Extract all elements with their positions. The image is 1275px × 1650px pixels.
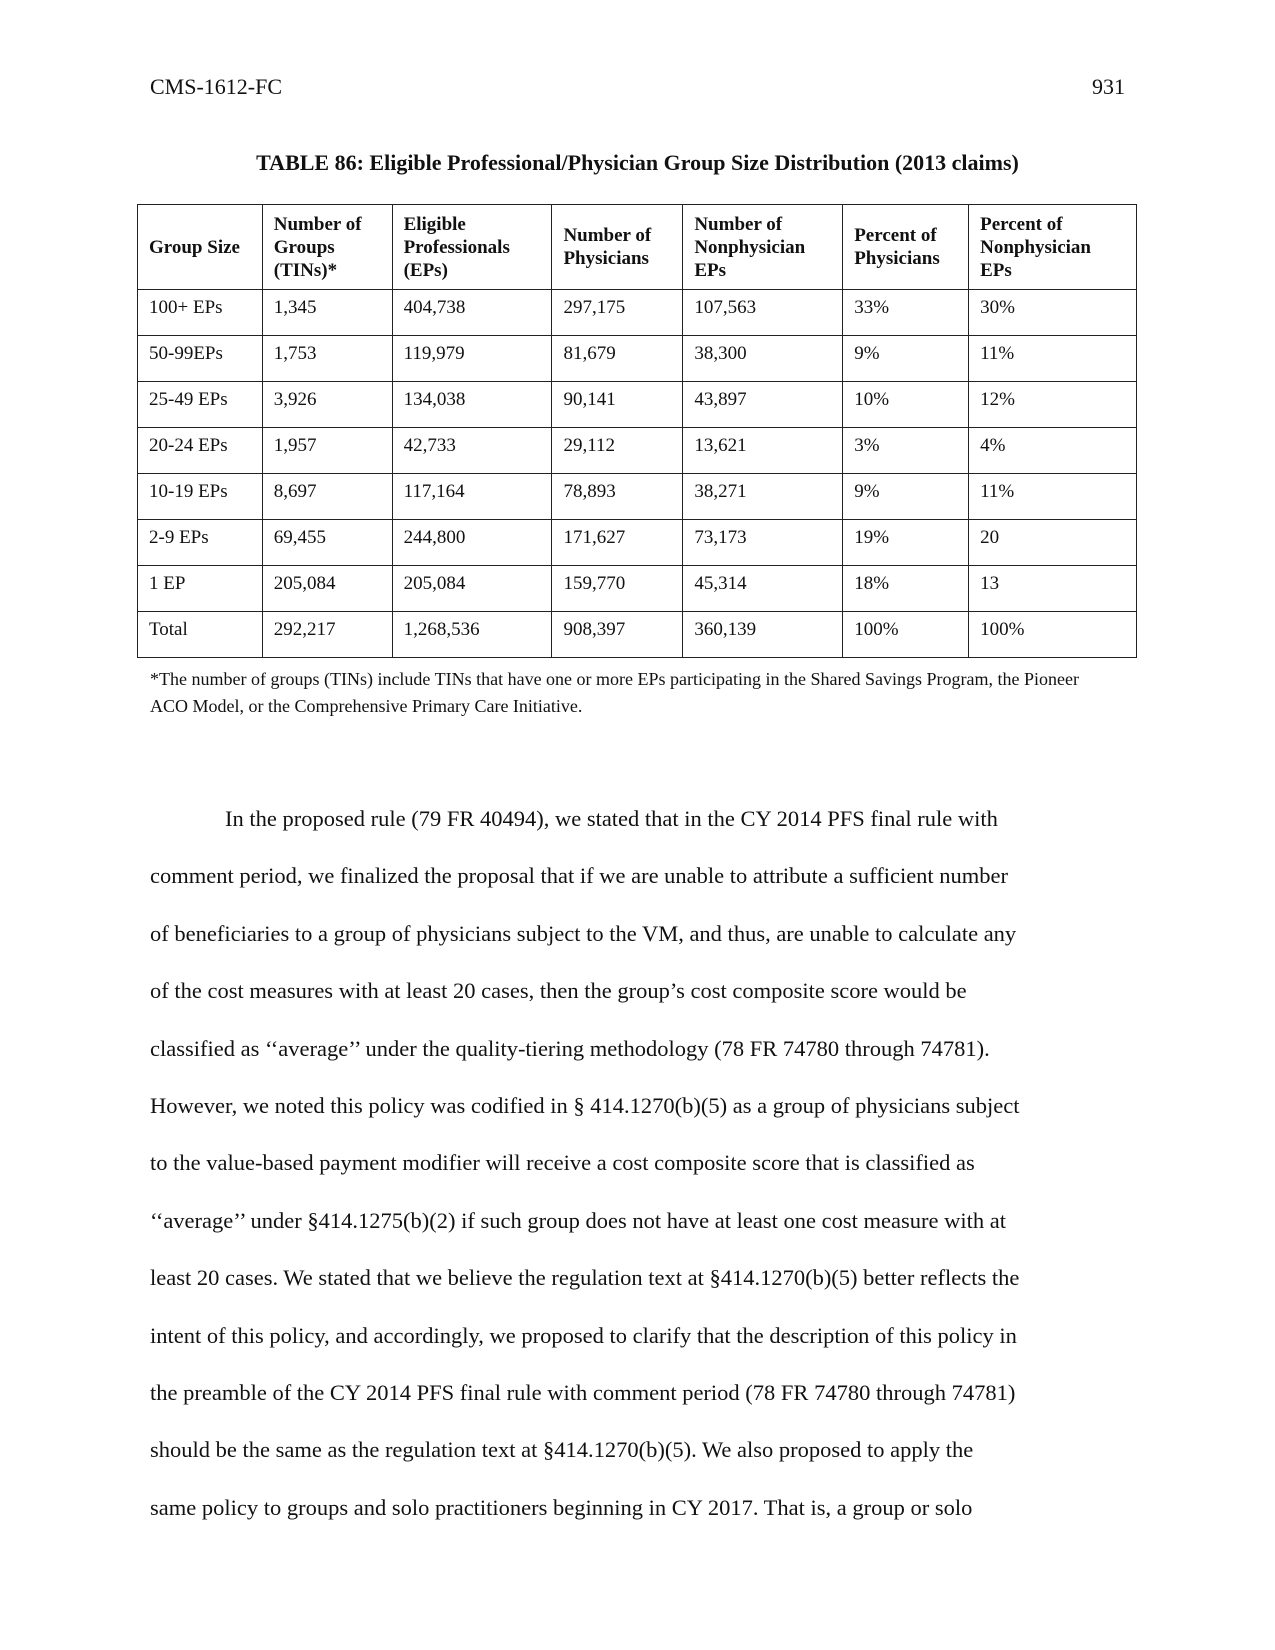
column-header: Eligible Professionals (EPs) [392, 205, 552, 290]
body-line: of beneficiaries to a group of physicians subject to the VM, and thus, are unable to calculate any [150, 920, 1017, 946]
table-cell: 1 EP [138, 566, 263, 612]
table-cell: 38,271 [683, 474, 843, 520]
table-cell: 205,084 [392, 566, 552, 612]
table-cell: 1,957 [262, 428, 392, 474]
table-cell: 2-9 EPs [138, 520, 263, 566]
table-row [138, 520, 1137, 566]
table-cell: 33% [843, 290, 969, 336]
table-cell: 159,770 [552, 566, 683, 612]
body-line: classified as ‘‘average’’ under the quality-tiering methodology (78 FR 74780 through 74781). [150, 1035, 990, 1061]
table-title: TABLE 86: Eligible Professional/Physician Group Size Distribution (2013 claims) [256, 150, 1019, 175]
body-line: the preamble of the CY 2014 PFS final rule with comment period (78 FR 74780 through 74781) [150, 1380, 1016, 1406]
column-header: Percent of Physicians [843, 205, 969, 290]
table-cell: 38,300 [683, 336, 843, 382]
table-cell: 205,084 [262, 566, 392, 612]
body-line: of the cost measures with at least 20 cases, then the group’s cost composite score would be [150, 978, 967, 1004]
table-row [138, 290, 1137, 336]
table-cell: 1,268,536 [392, 612, 552, 658]
table-cell: 908,397 [552, 612, 683, 658]
table-footnote: *The number of groups (TINs) include TINs that have one or more EPs participating in the Shared Savings Program, the Pioneer ACO Model, or the Comprehensive Primary Care Initiative. [150, 669, 1079, 716]
table-cell: 29,112 [552, 428, 683, 474]
table-row [138, 382, 1137, 428]
table-cell: 50-99EPs [138, 336, 263, 382]
body-line: In the proposed rule (79 FR 40494), we stated that in the CY 2014 PFS final rule with [225, 806, 998, 831]
table-cell: 171,627 [552, 520, 683, 566]
table-cell: 360,139 [683, 612, 843, 658]
table-cell: 292,217 [262, 612, 392, 658]
table-cell: 10-19 EPs [138, 474, 263, 520]
table-cell: 4% [969, 428, 1137, 474]
table-cell: 78,893 [552, 474, 683, 520]
table-cell: 134,038 [392, 382, 552, 428]
table-cell: 100% [843, 612, 969, 658]
table-cell: 9% [843, 336, 969, 382]
table-cell: 20 [969, 520, 1137, 566]
table-cell: 20-24 EPs [138, 428, 263, 474]
table-row [138, 474, 1137, 520]
table-cell: 90,141 [552, 382, 683, 428]
table-cell: 19% [843, 520, 969, 566]
table-cell: 244,800 [392, 520, 552, 566]
body-line: intent of this policy, and accordingly, we proposed to clarify that the description of this policy in [150, 1322, 1017, 1348]
page-number: 931 [1092, 74, 1125, 99]
table-cell: 81,679 [552, 336, 683, 382]
table-cell: 117,164 [392, 474, 552, 520]
table-cell: 1,345 [262, 290, 392, 336]
column-header: Percent of Nonphysician EPs [969, 205, 1137, 290]
table-cell: 12% [969, 382, 1137, 428]
table-cell: 13 [969, 566, 1137, 612]
table-header-row [138, 205, 1137, 290]
table-cell: 30% [969, 290, 1137, 336]
body-line: least 20 cases. We stated that we believe the regulation text at §414.1270(b)(5) better reflects the [150, 1265, 1020, 1291]
table-cell: 119,979 [392, 336, 552, 382]
body-line: to the value-based payment modifier will receive a cost composite score that is classified as [150, 1150, 975, 1176]
table-cell: Total [138, 612, 263, 658]
table-row [138, 566, 1137, 612]
table-cell: 25-49 EPs [138, 382, 263, 428]
table-cell: 11% [969, 336, 1137, 382]
table-cell: 107,563 [683, 290, 843, 336]
table-cell: 10% [843, 382, 969, 428]
table-row [138, 428, 1137, 474]
column-header: Number of Physicians [552, 205, 683, 290]
table-cell: 45,314 [683, 566, 843, 612]
table-cell: 11% [969, 474, 1137, 520]
table-cell: 13,621 [683, 428, 843, 474]
table-cell: 8,697 [262, 474, 392, 520]
table-cell: 3% [843, 428, 969, 474]
body-paragraph [150, 790, 1130, 1536]
table-cell: 1,753 [262, 336, 392, 382]
body-line: should be the same as the regulation text at §414.1270(b)(5). We also proposed to apply the [150, 1437, 974, 1463]
body-line: comment period, we finalized the proposal that if we are unable to attribute a sufficient number [150, 863, 1009, 889]
table-cell: 100% [969, 612, 1137, 658]
column-header: Number of Groups (TINs)* [262, 205, 392, 290]
body-line: ‘‘average’’ under §414.1275(b)(2) if such group does not have at least one cost measure with at [150, 1207, 1006, 1233]
table-cell: 69,455 [262, 520, 392, 566]
column-header: Group Size [138, 205, 263, 290]
table-cell: 73,173 [683, 520, 843, 566]
document-id: CMS-1612-FC [150, 74, 283, 99]
group-size-table [137, 204, 1137, 658]
body-line: same policy to groups and solo practitioners beginning in CY 2017. That is, a group or solo [150, 1494, 973, 1520]
table-cell: 404,738 [392, 290, 552, 336]
table-cell: 100+ EPs [138, 290, 263, 336]
table-cell: 3,926 [262, 382, 392, 428]
table-total-row [138, 612, 1137, 658]
table-cell: 9% [843, 474, 969, 520]
body-line: However, we noted this policy was codified in § 414.1270(b)(5) as a group of physicians subject [150, 1093, 1020, 1119]
table-row [138, 336, 1137, 382]
column-header: Number of Nonphysician EPs [683, 205, 843, 290]
table-cell: 42,733 [392, 428, 552, 474]
table-cell: 43,897 [683, 382, 843, 428]
table-cell: 297,175 [552, 290, 683, 336]
table-cell: 18% [843, 566, 969, 612]
